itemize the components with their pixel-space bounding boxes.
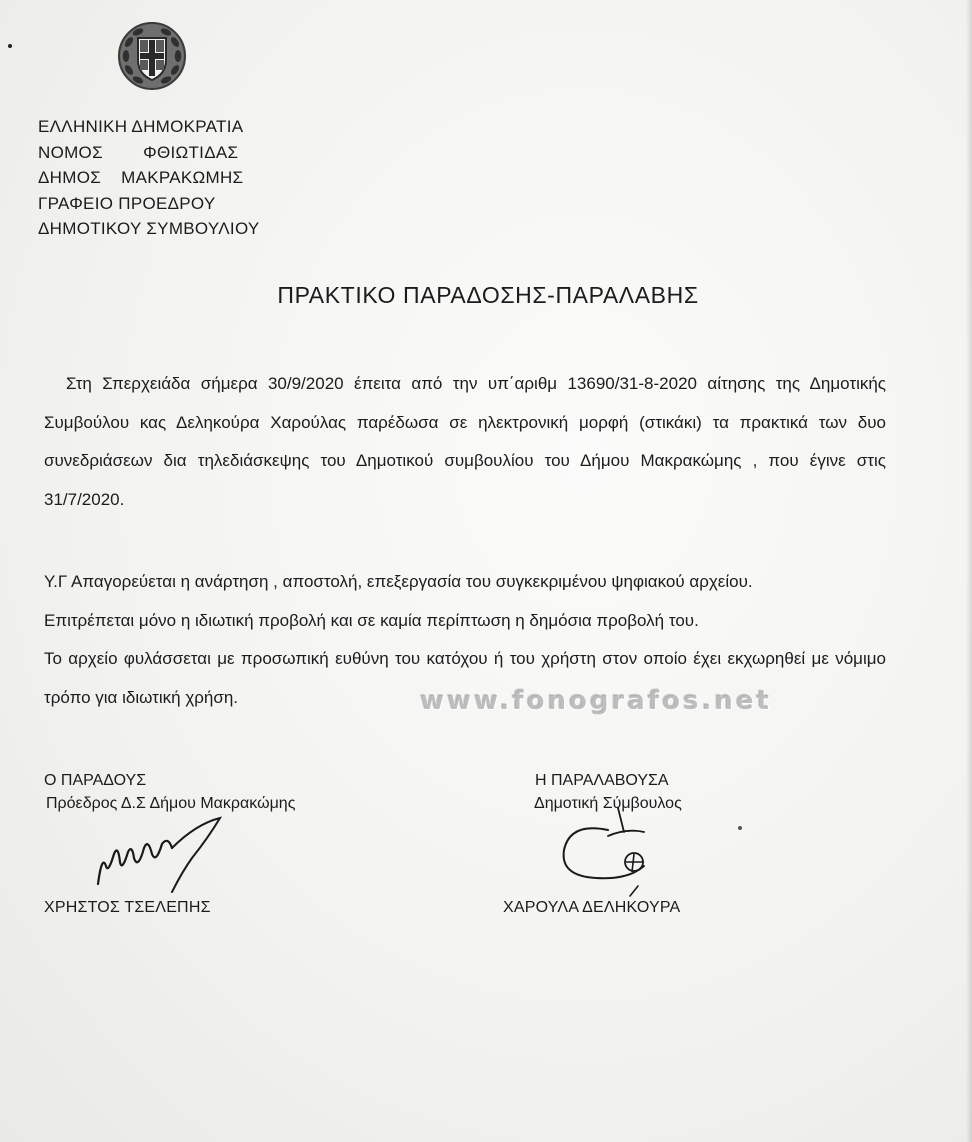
scan-speck bbox=[8, 44, 12, 48]
postscript-line: Το αρχείο φυλάσσεται με προσωπική ευθύνη του κατόχου ή του χρήστη στον οποίο έχει εκχωρηθεί με νόμιμο τρόπο για ιδιωτική χρήση. bbox=[44, 649, 886, 707]
watermark: www.fonografos.net bbox=[420, 686, 772, 716]
deliverer-name: ΧΡΗΣΤΟΣ ΤΣΕΛΕΠΗΣ bbox=[44, 899, 211, 916]
deliverer-signature bbox=[88, 814, 228, 898]
body-paragraph: Στη Σπερχειάδα σήμερα 30/9/2020 έπειτα από την υπ΄αριθμ 13690/31-8-2020 αίτησης της Δημοτικής Συμβούλου κας Δεληκούρα Χαρούλας παρέδωσα σε ηλεκτρονική μορφή (στικάκι) τα πρακτικά των δυο συνεδριάσεων δια τηλεδιάσκεψης του Δημοτικού συμβουλίου του Δήμου Μακρακώμης , που έγινε στις 31/7/2020. bbox=[44, 374, 886, 509]
header-prefecture: ΝΟΜΟΣ ΦΘΙΩΤΙΔΑΣ bbox=[38, 142, 239, 162]
postscript-line: Υ.Γ Απαγορεύεται η ανάρτηση , αποστολή, επεξεργασία του συγκεκριμένου ψηφιακού αρχείου. bbox=[44, 572, 753, 591]
deliverer-role: Πρόεδρος Δ.Σ Δήμου Μακρακώμης bbox=[46, 795, 296, 812]
page-edge-shadow bbox=[966, 0, 972, 1142]
header-council: ΔΗΜΟΤΙΚΟΥ ΣΥΜΒΟΥΛΙΟΥ bbox=[38, 219, 260, 238]
recipient-name: ΧΑΡΟΥΛΑ ΔΕΛΗΚΟΥΡΑ bbox=[503, 899, 681, 916]
recipient-role: Δημοτική Σύμβουλος bbox=[534, 795, 682, 812]
deliverer-heading: Ο ΠΑΡΑΔΟΥΣ bbox=[44, 772, 147, 789]
recipient-heading: Η ΠΑΡΑΛΑΒΟΥΣΑ bbox=[535, 772, 669, 789]
ink-dot bbox=[738, 826, 742, 830]
header-municipality: ΔΗΜΟΣ ΜΑΚΡΑΚΩΜΗΣ bbox=[38, 168, 244, 187]
greek-state-emblem-icon bbox=[116, 20, 188, 92]
header-office: ΓΡΑΦΕΙΟ ΠΡΟΕΔΡΟΥ bbox=[38, 193, 216, 213]
document-title: ΠΡΑΚΤΙΚΟ ΠΑΡΑΔΟΣΗΣ-ΠΑΡΑΛΑΒΗΣ bbox=[277, 282, 699, 308]
postscript-line: Επιτρέπεται μόνο η ιδιωτική προβολή και σε καμία περίπτωση η δημόσια προβολή του. bbox=[44, 610, 699, 630]
header-republic: ΕΛΛΗΝΙΚΗ ΔΗΜΟΚΡΑΤΙΑ bbox=[38, 117, 244, 136]
recipient-signature bbox=[548, 802, 678, 898]
issuer-header bbox=[38, 114, 260, 242]
